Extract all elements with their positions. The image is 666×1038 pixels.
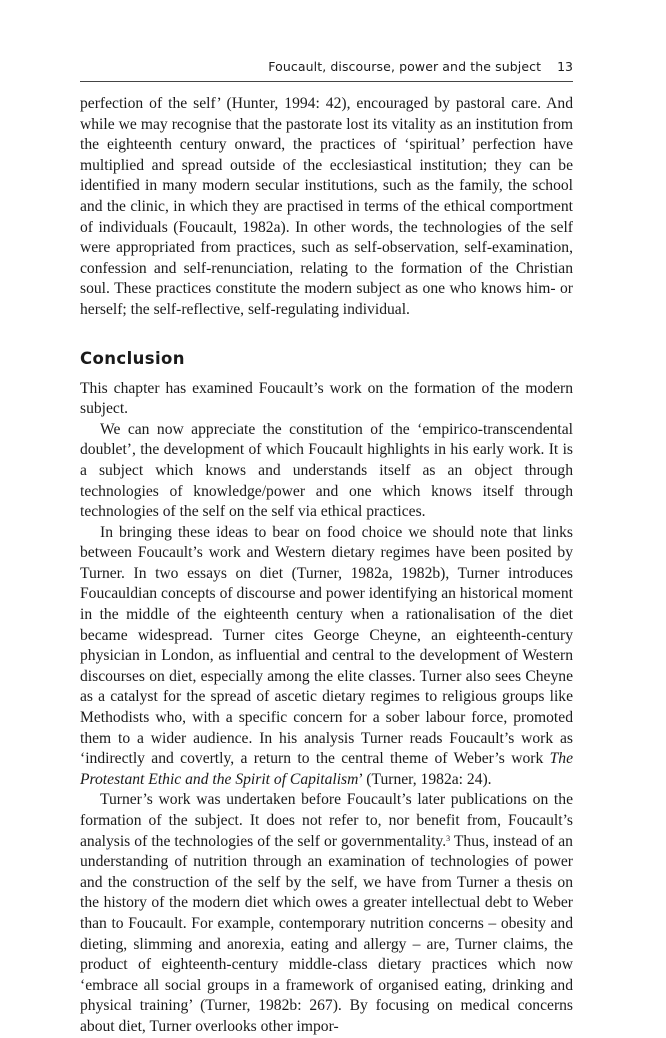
paragraph-4-citation: ’ (Turner, 1982a: 24). [358,770,492,788]
running-header [80,59,573,82]
paragraph-5-continuation: Thus, instead of an understanding of nutrition through an examination of technologies of power and the construction of the self by the self, we have from Turner a thesis on the history of the modern diet which owes a greater intellectual debt to Weber than to Foucault. For example, contemporary nutrition concerns – obesity and dieting, slimming and anorexia, eating and allergy – are, Turner claims, the product of eighteenth-century middle-class dietary practices which now ‘embrace all social groups in a framework of organised eating, drinking and physical training’ (Turner, 1982b: 267). By focusing on medical concerns about diet, Turner overlooks other impor- [80,832,573,1035]
paragraph-1: perfection of the self’ (Hunter, 1994: 42), encouraged by pastoral care. And while we may recognise that the pastorate lost its vitality as an institution from the eighteenth century onward, the practices of ‘spiritual’ perfection have multiplied and spread outside of the ecclesiastical institution; they can be identified in many modern secular institutions, such as the family, the school and the clinic, in which they are practised in terms of the ethical comportment of individuals (Foucault, 1982a). In other words, the technologies of the self were appropriated from practices, such as self-observation, self-examination, confession and self-renunciation, relating to the formation of the Christian soul. These practices constitute the modern subject as one who knows him- or herself; the self-reflective, self-regulating individual. [80,95,573,318]
footnote-marker[interactable]: 3 [446,833,451,843]
book-title-italic: The Protestant Ethic and the Spirit of Capitalism [80,750,573,788]
paragraph-4-text: In bringing these ideas to bear on food choice we should note that links between Foucault’s work and Western dietary regimes have been posited by Turner. In two essays on diet (Turner, 1982a, 1982b), Turner introduces Foucauldian concepts of discourse and power identifying an historical moment in the middle of the eighteenth century when a rationalisation of the diet became widespread. Turner cites George Cheyne, an eighteenth-century physician in London, as influential and central to the development of Western discourses on diet, especially among the elite classes. Turner also sees Cheyne as a catalyst for the spread of ascetic dietary regimes to religious groups like Methodists who, with a specific concern for a sober labour force, promoted them to a wider audience. In his analysis Turner reads Foucault’s work as ‘indirectly and covertly, a return to the central theme of Weber’s work [80,523,573,768]
page-number: 13 [557,59,573,74]
paragraph-4 [80,523,573,791]
running-title: Foucault, discourse, power and the subject [268,59,542,74]
paragraph-3: We can now appreciate the constitution of the ‘empirico-transcendental doublet’, the development of which Foucault highlights in his early work. It is a subject which knows and understands itself as an object through technologies of knowledge/power and one which knows itself through technologies of the self on the self via ethical practices. [80,420,573,521]
section-heading-conclusion: Conclusion [80,348,185,368]
paragraph-5-text: Turner’s work was undertaken before Foucault’s later publications on the formation of the subject. It does not refer to, nor benefit from, Foucault’s analysis of the technologies of the self or governmentality. [80,791,573,850]
page-body [80,94,573,1038]
paragraph-5 [80,790,573,1037]
paragraph-2: This chapter has examined Foucault’s work on the formation of the modern subject. [80,379,573,418]
